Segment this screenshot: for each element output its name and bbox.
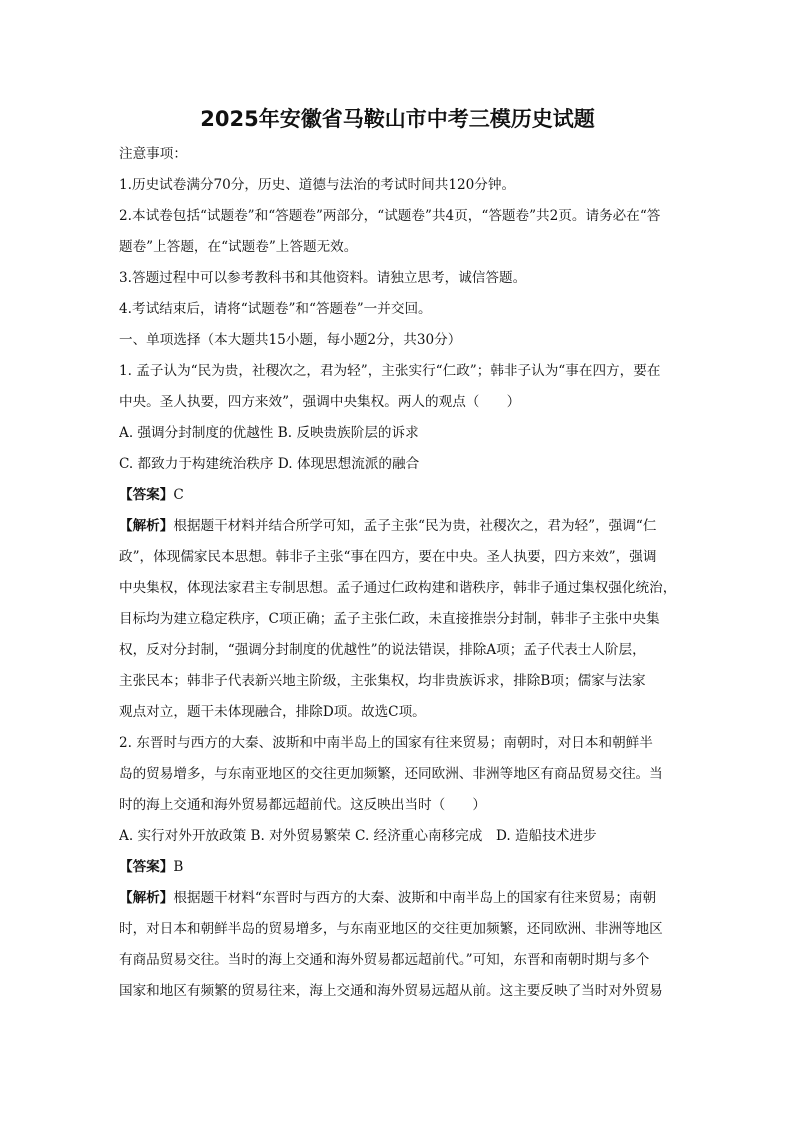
q1-option-line: C. 都致力于构建统治秩序 D. 体现思想流派的融合: [119, 456, 420, 472]
q1-stem-line: 中央。圣人执要，四方来效”，强调中央集权。两人的观点（ ）: [119, 394, 521, 410]
q2-stem-line: 时的海上交通和海外贸易都远超前代。这反映出当时（ ）: [119, 797, 487, 813]
notice-item: 4.考试结束后，请将“试题卷”和“答题卷”一并交回。: [119, 301, 432, 317]
q1-analysis-line: 主张民本；韩非子代表新兴地主阶级，主张集权，均非贵族诉求，排除B项；儒家与法家: [119, 673, 646, 689]
q1-option-line: A. 强调分封制度的优越性 B. 反映贵族阶层的诉求: [119, 425, 419, 441]
notice-item: 题卷”上答题，在“试题卷”上答题无效。: [119, 239, 358, 255]
q2-analysis-line: 国家和地区有频繁的贸易往来，海上交通和海外贸易远超从前。这主要反映了当时对外贸易: [119, 983, 663, 999]
q1-analysis-line: 中央集权，体现法家君主专制思想。孟子通过仁政构建和谐秩序，韩非子通过集权强化统治，: [119, 580, 676, 596]
section-heading: 一、单项选择（本大题共15小题，每小题2分，共30分）: [119, 332, 462, 348]
analysis-text: 根据题干材料并结合所学可知，孟子主张“民为贵，社稷次之，君为轻”，强调“仁: [173, 518, 657, 534]
answer-value: C: [173, 487, 184, 503]
q2-stem-line: 岛的贸易增多，与东南亚地区的交往更加频繁，还同欧洲、非洲等地区有商品贸易交往。当: [119, 766, 663, 782]
analysis-label: 【解析】: [119, 518, 174, 534]
q2-stem-line: 2. 东晋时与西方的大秦、波斯和中南半岛上的国家有往来贸易；南朝时，对日本和朝鲜半: [119, 735, 653, 751]
q1-analysis-line: 权，反对分封制，“强调分封制度的优越性”的说法错误，排除A项；孟子代表士人阶层，: [119, 642, 646, 658]
analysis-label: 【解析】: [119, 890, 174, 906]
answer-label: 【答案】: [119, 487, 174, 503]
answer-label: 【答案】: [119, 859, 174, 875]
q1-analysis-line: 目标均为建立稳定秩序，C项正确；孟子主张仁政，未直接推崇分封制，韩非子主张中央集: [119, 611, 660, 627]
q2-option-line: A. 实行对外开放政策 B. 对外贸易繁荣 C. 经济重心南移完成 D. 造船技术进步: [119, 828, 597, 844]
document-body: [119, 139, 676, 1007]
q1-analysis-line: 政”，体现儒家民本思想。韩非子主张“事在四方，要在中央。圣人执要，四方来效”，强调: [119, 549, 657, 565]
notice-item: 3.答题过程中可以参考教科书和其他资料。请独立思考，诚信答题。: [119, 270, 527, 286]
q1-answer: [119, 480, 676, 511]
answer-value: B: [173, 859, 184, 875]
notice-item: 2.本试卷包括“试题卷”和“答题卷”两部分，“试题卷”共4页，“答题卷”共2页。请务必在“答: [119, 208, 661, 224]
q1-stem-line: 1. 孟子认为“民为贵，社稷次之，君为轻”，主张实行“仁政”；韩非子认为“事在四方，要在: [119, 363, 661, 379]
q1-analysis-line: 观点对立，题干未体现融合，排除D项。故选C项。: [119, 704, 426, 720]
analysis-text: 根据题干材料“东晋时与西方的大秦、波斯和中南半岛上的国家有往来贸易；南朝: [173, 890, 657, 906]
q2-analysis-line: 时，对日本和朝鲜半岛的贸易增多，与东南亚地区的交往更加频繁，还同欧洲、非洲等地区: [119, 921, 663, 937]
q1-analysis-line: [119, 511, 676, 542]
q2-answer: [119, 852, 676, 883]
q2-analysis-line: 有商品贸易交往。当时的海上交通和海外贸易都远超前代。”可知，东晋和南朝时期与多个: [119, 952, 650, 968]
notice-heading: 注意事项：: [119, 146, 187, 162]
notice-item: 1.历史试卷满分70分，历史、道德与法治的考试时间共120分钟。: [119, 177, 516, 193]
page-title: 2025年安徽省马鞍山市中考三模历史试题: [200, 107, 595, 131]
q2-analysis-line: [119, 883, 676, 914]
